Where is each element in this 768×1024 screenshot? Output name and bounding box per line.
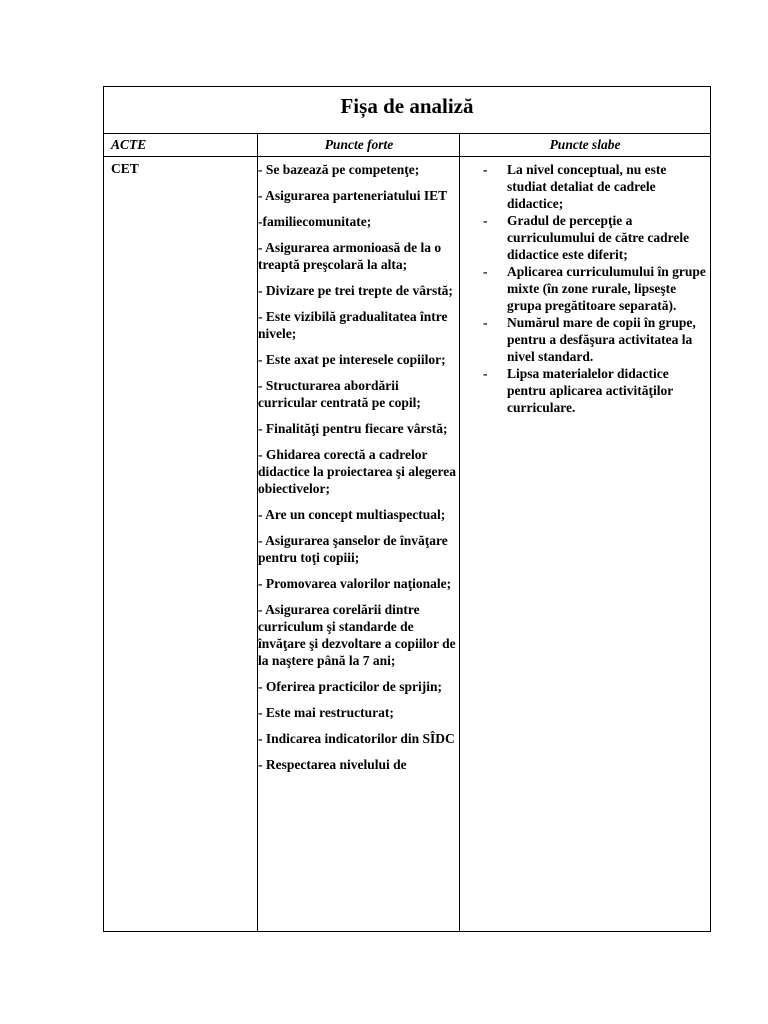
list-item-text: Lipsa materialelor didactice pentru aplicarea activităţilor curriculare. [507,366,673,415]
list-item: - Structurarea abordării curricular centrată pe copil; [258,378,421,410]
list-item: - Asigurarea armonioasă de la o treaptă preşcolară la alta; [258,240,442,272]
table-row [104,157,710,931]
list-item: - Asigurarea şanselor de învăţare pentru toţi copiii; [258,533,448,565]
list-item: - Promovarea valorilor naţionale; [258,576,452,591]
list-item-text: La nivel conceptual, nu este studiat detaliat de cadrele didactice; [507,162,667,211]
list-item: - Are un concept multiaspectual; [258,507,446,522]
analysis-table [103,86,711,932]
puncte-forte-cell [258,161,458,782]
list-item [461,365,706,416]
table-title: Fișa de analiză [104,87,710,134]
dash-bullet: - [483,162,488,177]
list-item: - Ghidarea corectă a cadrelor didactice la proiectarea şi alegerea obiectivelor; [258,447,456,496]
list-item: - Este axat pe interesele copiilor; [258,352,446,367]
list-item-text: Aplicarea curriculumului în grupe mixte (în zone rurale, lipseşte grupa pregătitoare separată). [507,264,706,313]
list-item: - Respectarea nivelului de [258,757,407,772]
list-item: -familiecomunitate; [258,214,372,229]
list-item [461,263,706,314]
list-item: - Indicarea indicatorilor din SÎDC [258,731,455,746]
act-cell: CET [111,161,139,176]
list-item [461,314,706,365]
list-item-text: Gradul de percepţie a curriculumului de către cadrele didactice este diferit; [507,213,690,262]
list-item-text: Numărul mare de copii în grupe, pentru a desfăşura activitatea la nivel standard. [507,315,696,364]
list-item: - Finalităţi pentru fiecare vârstă; [258,421,448,436]
list-item: - Se bazează pe competenţe; [258,162,420,177]
list-item [461,161,706,212]
dash-bullet: - [483,213,488,228]
puncte-slabe-cell [461,161,706,416]
dash-bullet: - [483,366,488,381]
dash-bullet: - [483,315,488,330]
list-item: - Este mai restructurat; [258,705,394,720]
header-acte: ACTE [111,137,147,152]
list-item: - Asigurarea corelării dintre curriculum şi standarde de învăţare şi dezvoltare a copiilor de la naştere până la 7 ani; [258,602,456,668]
list-item: - Divizare pe trei trepte de vârstă; [258,283,453,298]
list-item: - Asigurarea parteneriatului IET [258,188,448,203]
dash-bullet: - [483,264,488,279]
list-item [461,212,706,263]
header-puncte-slabe: Puncte slabe [549,137,621,152]
slabe-list [461,161,706,416]
header-puncte-forte: Puncte forte [324,137,394,152]
list-item: - Este vizibilă gradualitatea între nivele; [258,309,448,341]
header-row [104,134,710,157]
list-item: - Oferirea practicilor de sprijin; [258,679,442,694]
